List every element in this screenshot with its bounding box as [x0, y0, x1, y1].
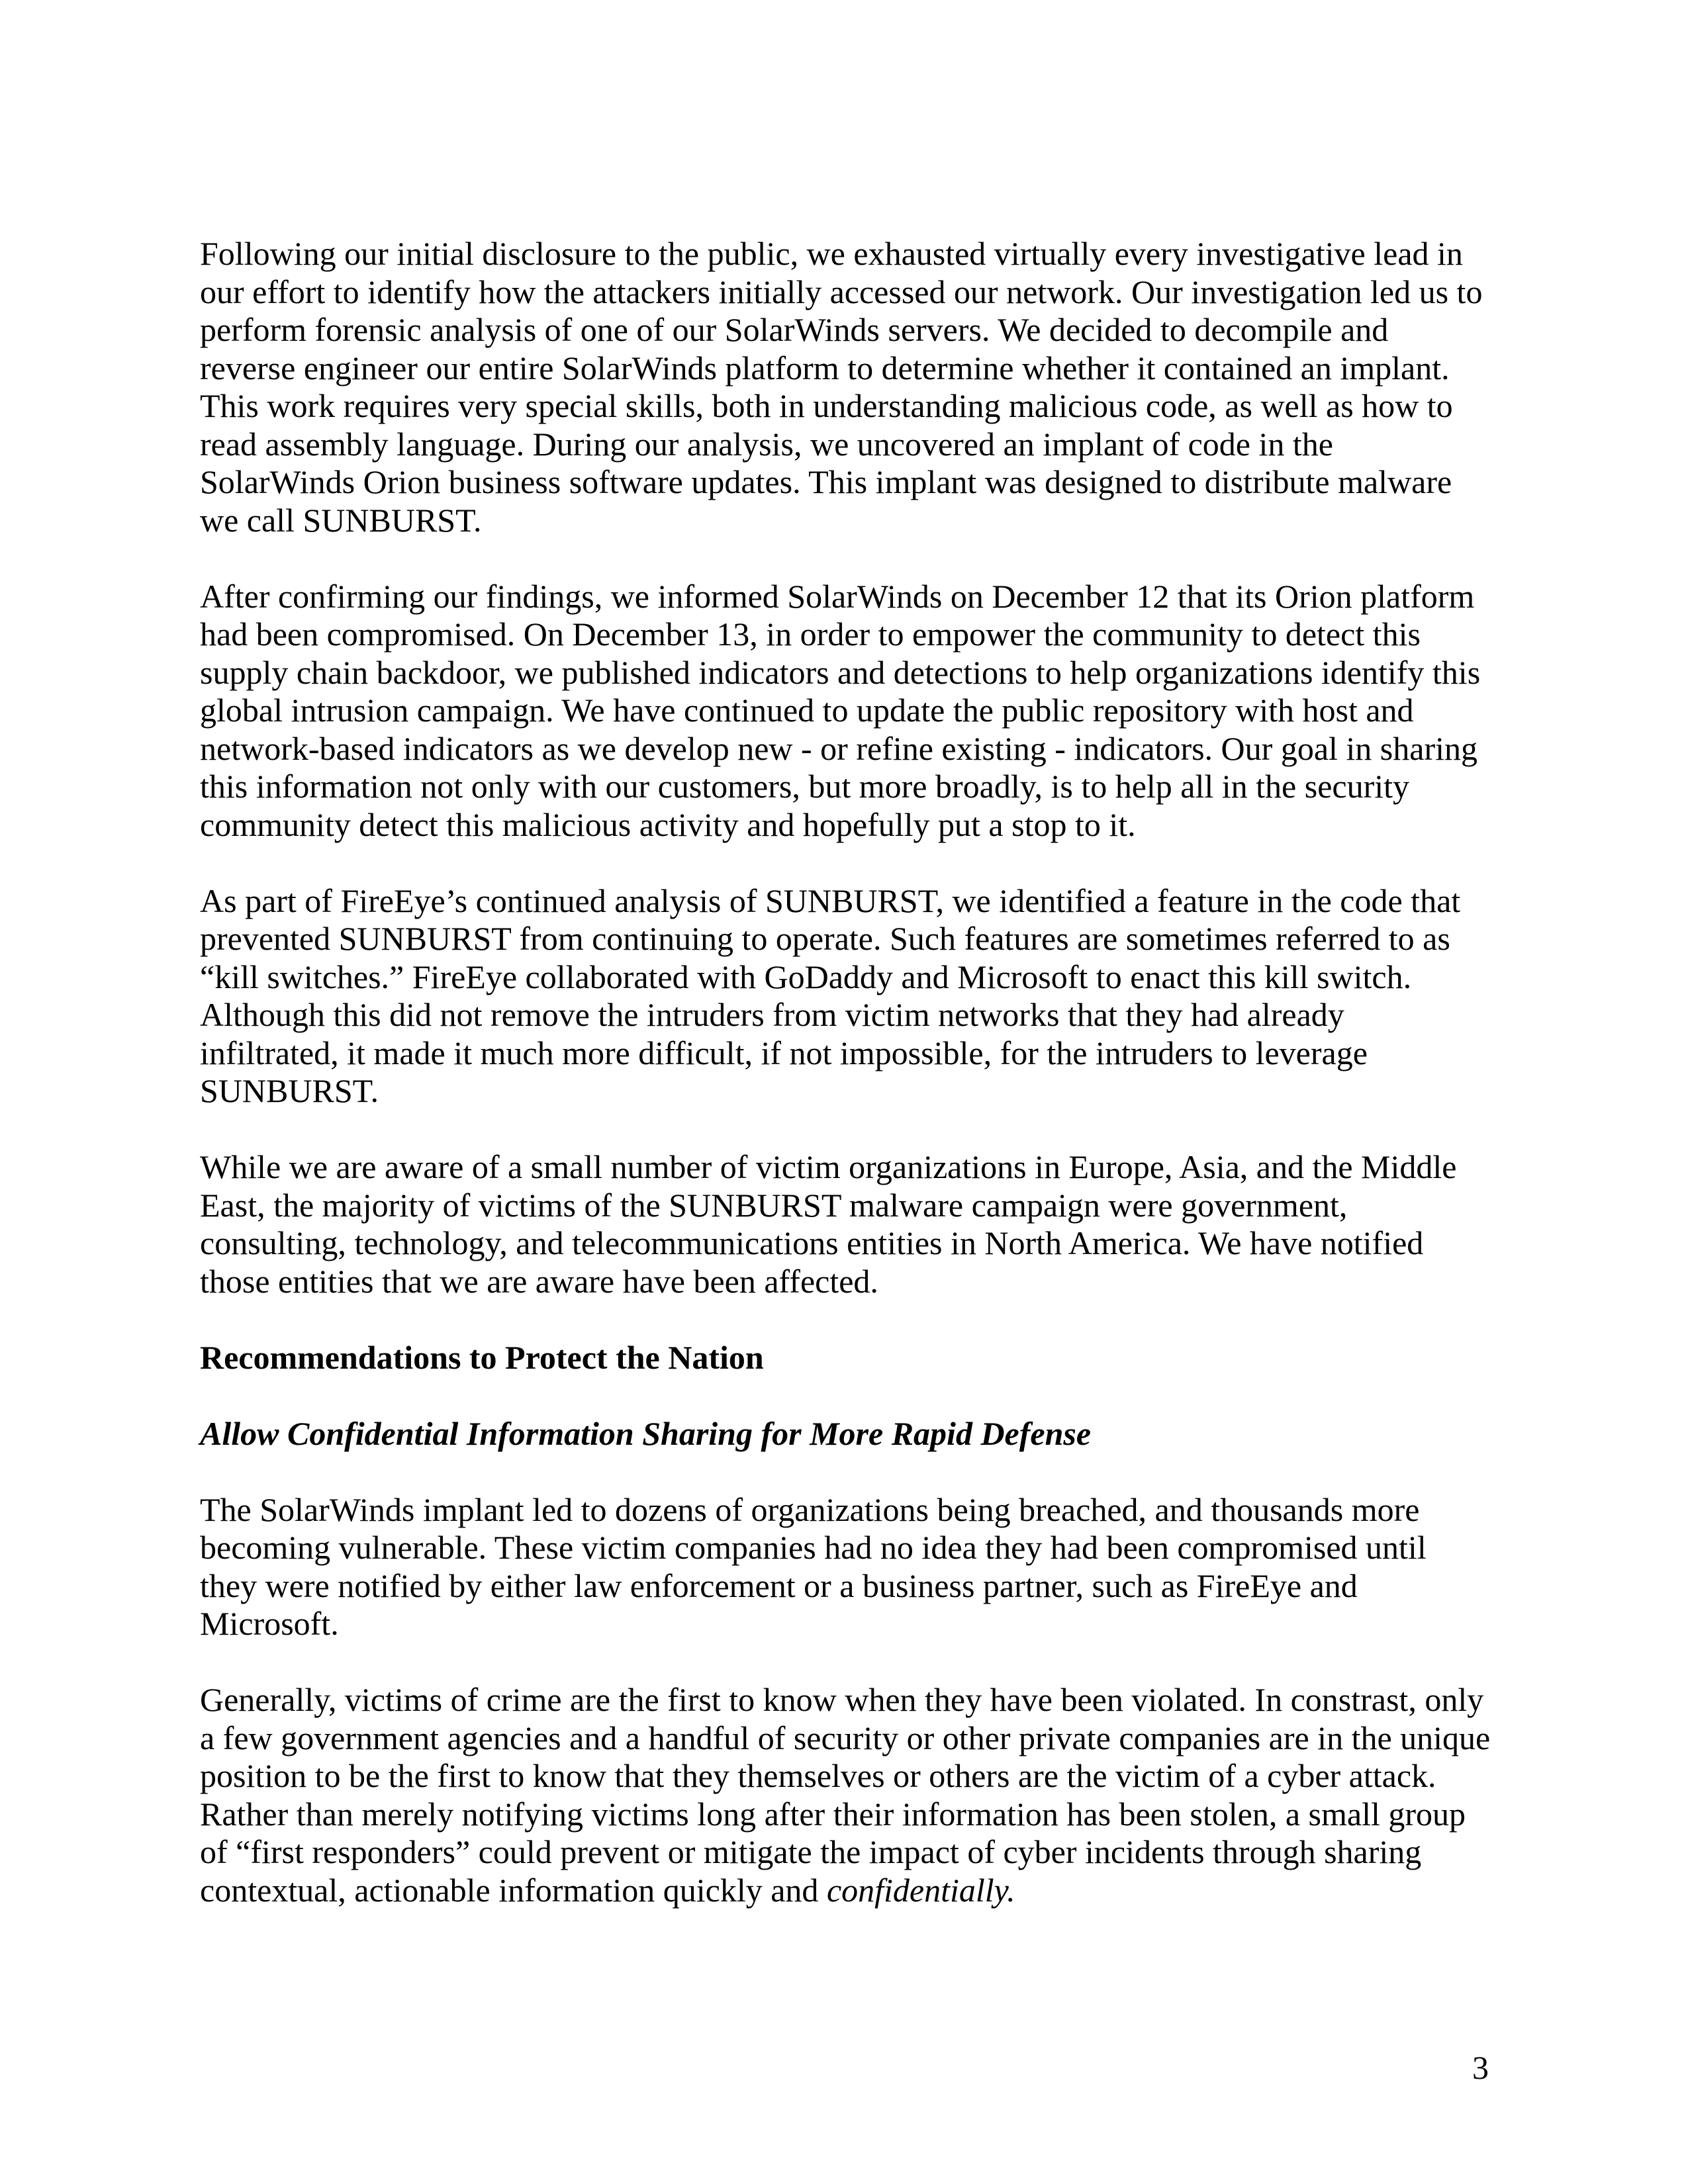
- text-line: This work requires very special skills, both in understanding malicious code, as well as how to: [200, 387, 1453, 424]
- text-line: supply chain backdoor, we published indicators and detections to help organizations identify this: [200, 653, 1481, 691]
- text-line: Microsoft.: [200, 1605, 339, 1642]
- text-line: SolarWinds Orion business software updates. This implant was designed to distribute malware: [200, 463, 1452, 500]
- text-line: we call SUNBURST.: [200, 501, 482, 539]
- text-line: prevented SUNBURST from continuing to operate. Such features are sometimes referred to as: [200, 920, 1450, 957]
- paragraph-implant-breaches: [200, 1491, 1497, 1643]
- text-line-prefix: contextual, actionable information quickly and: [200, 1871, 827, 1909]
- section-heading: [200, 1339, 1497, 1377]
- paragraph-spacer: [200, 1643, 1497, 1682]
- text-line: a few government agencies and a handful of security or other private companies are in the unique: [200, 1719, 1491, 1756]
- text-line: consulting, technology, and telecommunications entities in North America. We have notified: [200, 1224, 1424, 1261]
- paragraph-spacer: [200, 1300, 1497, 1339]
- text-line: network-based indicators as we develop new - or refine existing - indicators. Our goal in sharing: [200, 729, 1477, 767]
- text-line: our effort to identify how the attackers initially accessed our network. Our investigation led us to: [200, 273, 1483, 310]
- text-line: Although this did not remove the intruders from victim networks that they had already: [200, 996, 1344, 1033]
- text-line: community detect this malicious activity and hopefully put a stop to it.: [200, 805, 1136, 843]
- paragraph-victim-organizations: [200, 1148, 1497, 1300]
- text-line: infiltrated, it made it much more difficult, if not impossible, for the intruders to leverage: [200, 1034, 1368, 1071]
- text-line: “kill switches.” FireEye collaborated with GoDaddy and Microsoft to enact this kill switch.: [200, 958, 1412, 995]
- text-line: SUNBURST.: [200, 1072, 379, 1109]
- text-line: this information not only with our customers, but more broadly, is to help all in the security: [200, 768, 1410, 805]
- subsection-heading: [200, 1415, 1497, 1453]
- text-line: global intrusion campaign. We have continued to update the public repository with host and: [200, 692, 1414, 729]
- page-number: 3: [1472, 2049, 1489, 2086]
- text-line: had been compromised. On December 13, in order to empower the community to detect this: [200, 615, 1421, 653]
- text-line: Rather than merely notifying victims long after their information has been stolen, a small group: [200, 1795, 1466, 1833]
- emphasis-confidentially: confidentially.: [826, 1871, 1015, 1909]
- text-line: As part of FireEye’s continued analysis of SUNBURST, we identified a feature in the code that: [200, 882, 1461, 919]
- text-line: After confirming our findings, we informed SolarWinds on December 12 that its Orion platform: [200, 577, 1475, 615]
- paragraph-initial-disclosure: [200, 235, 1497, 539]
- paragraph-informed-solarwinds: [200, 578, 1497, 844]
- text-line: East, the majority of victims of the SUNBURST malware campaign were government,: [200, 1186, 1348, 1224]
- text-line: becoming vulnerable. These victim companies had no idea they had been compromised until: [200, 1529, 1427, 1566]
- section-heading-text: Recommendations to Protect the Nation: [200, 1338, 764, 1376]
- text-line: Following our initial disclosure to the public, we exhausted virtually every investigative lead in: [200, 235, 1463, 272]
- text-line: The SolarWinds implant led to dozens of organizations being breached, and thousands more: [200, 1490, 1420, 1528]
- text-line: they were notified by either law enforcement or a business partner, such as FireEye and: [200, 1567, 1358, 1604]
- text-line: position to be the first to know that they themselves or others are the victim of a cyber attack.: [200, 1757, 1436, 1794]
- paragraph-spacer: [200, 1111, 1497, 1149]
- text-line-with-emphasis: [200, 1872, 1497, 1910]
- text-line: those entities that we are aware have been affected.: [200, 1262, 878, 1300]
- text-line: of “first responders” could prevent or mitigate the impact of cyber incidents through sharing: [200, 1833, 1422, 1870]
- paragraph-spacer: [200, 539, 1497, 578]
- paragraph-spacer: [200, 1453, 1497, 1491]
- text-line: While we are aware of a small number of victim organizations in Europe, Asia, and the Middle: [200, 1148, 1457, 1185]
- paragraph-spacer: [200, 1377, 1497, 1415]
- text-line: perform forensic analysis of one of our SolarWinds servers. We decided to decompile and: [200, 311, 1389, 348]
- subsection-heading-text: Allow Confidential Information Sharing for More Rapid Defense: [200, 1414, 1092, 1452]
- paragraph-first-responders: [200, 1681, 1497, 1909]
- paragraph-spacer: [200, 844, 1497, 882]
- text-line: reverse engineer our entire SolarWinds platform to determine whether it contained an implant.: [200, 349, 1450, 387]
- text-line: Generally, victims of crime are the first to know when they have been violated. In constrast, only: [200, 1681, 1484, 1718]
- paragraph-kill-switch: [200, 882, 1497, 1111]
- text-line: read assembly language. During our analysis, we uncovered an implant of code in the: [200, 425, 1333, 463]
- document-body: [200, 235, 1497, 1909]
